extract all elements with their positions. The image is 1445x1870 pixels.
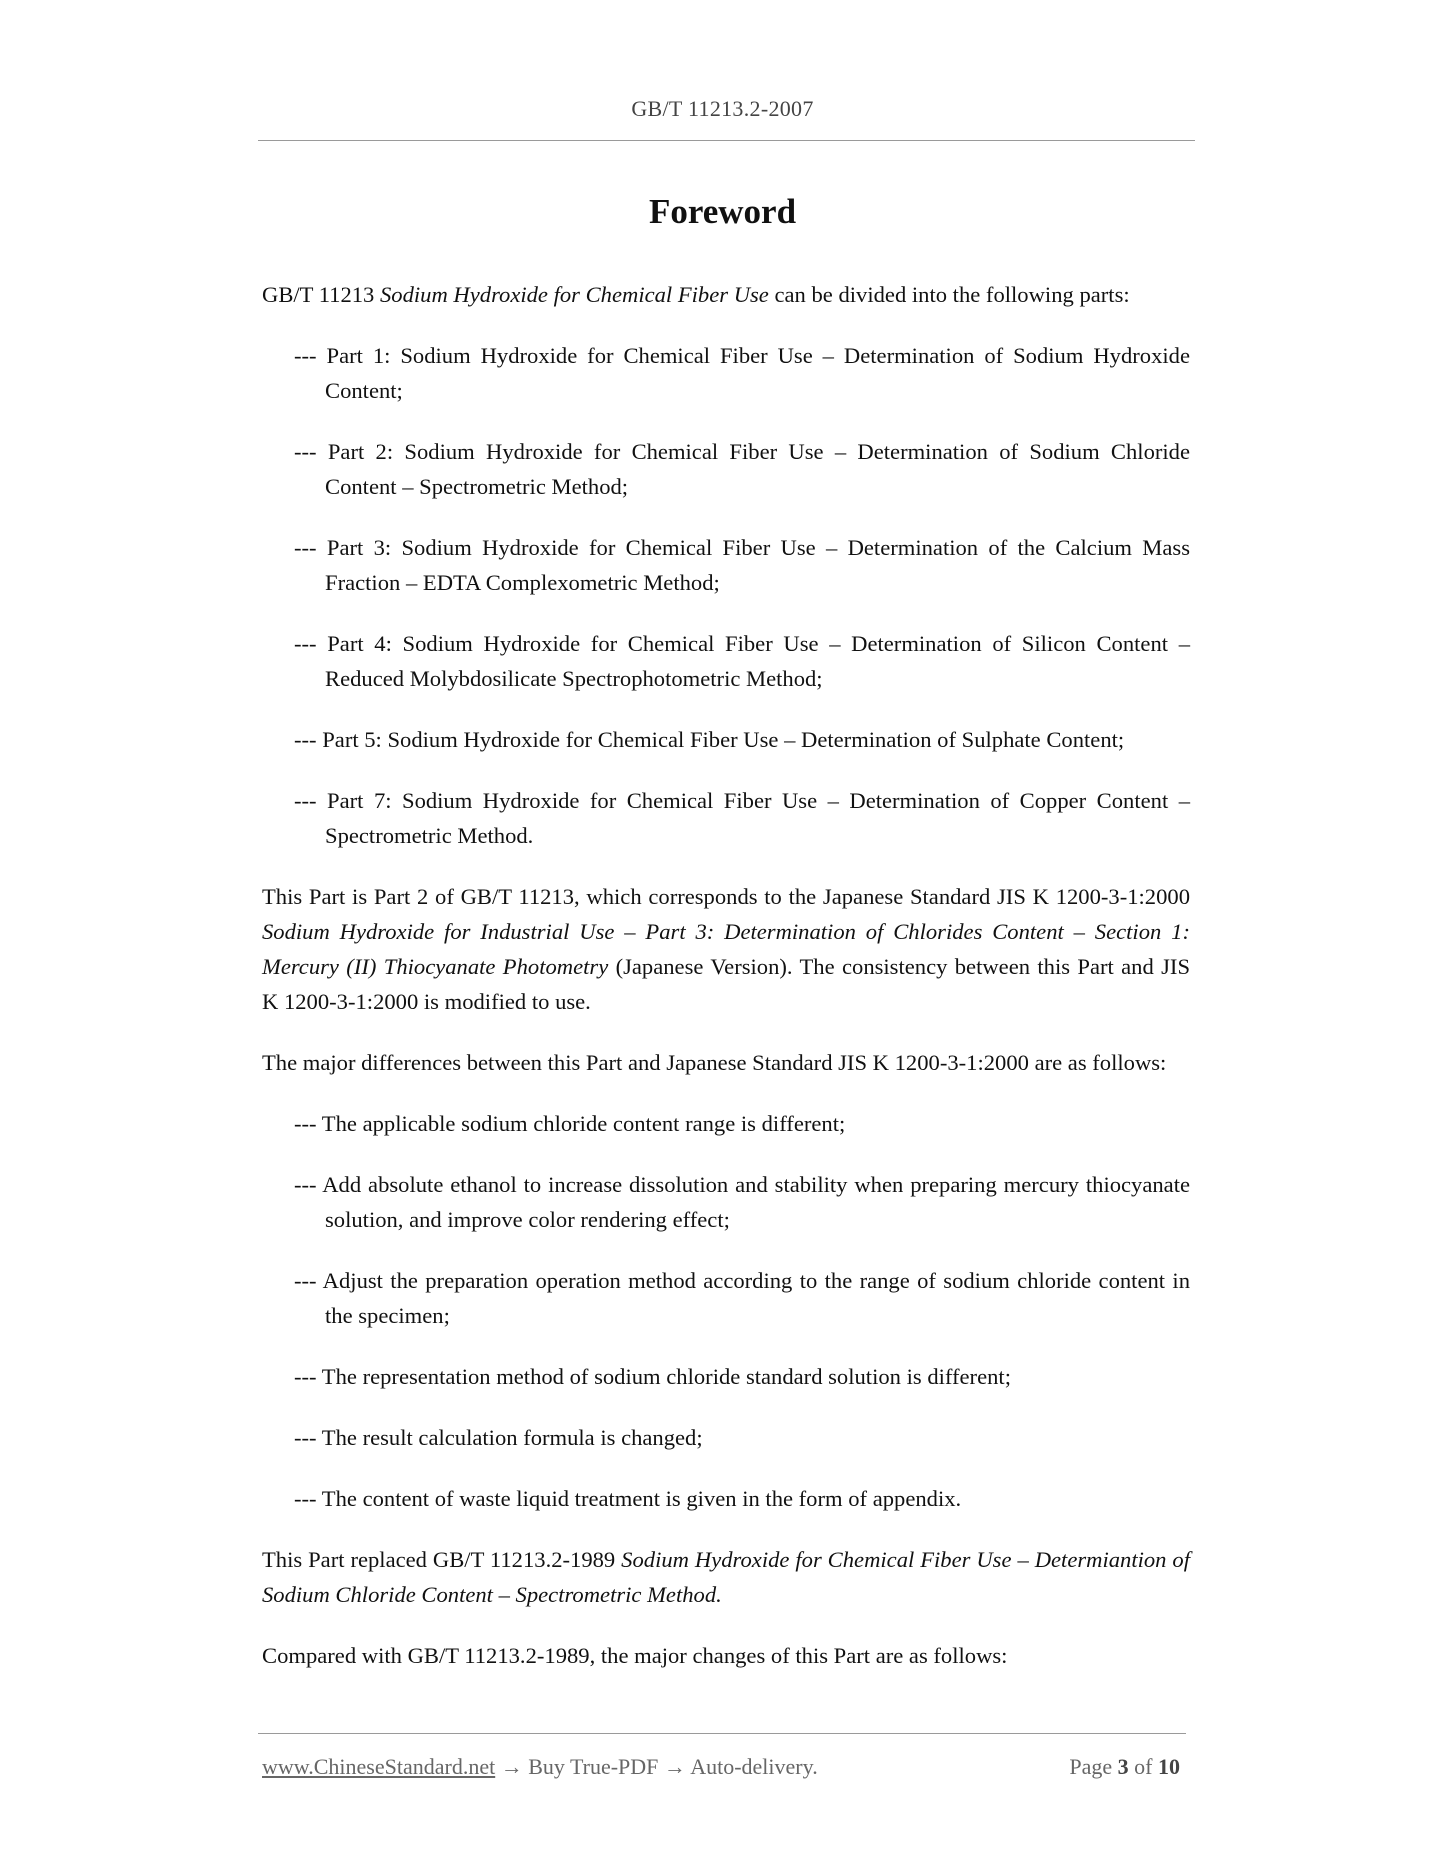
list-item-difference: --- The content of waste liquid treatment is given in the form of appendix.: [294, 1486, 962, 1511]
of-label: of: [1134, 1754, 1153, 1779]
list-item-part-3: --- Part 3: Sodium Hydroxide for Chemical Fiber Use – Determination of the Calcium Mass Fraction – EDTA Complexometric Method;: [294, 535, 1190, 595]
differences-intro-paragraph: The major differences between this Part and Japanese Standard JIS K 1200-3-1:2000 are as follows:: [262, 1050, 1167, 1075]
correspondence-prefix: This Part is Part 2 of GB/T 11213, which corresponds to the Japanese Standard JIS K 1200-3-1:2000: [262, 884, 1190, 909]
page-footer: [262, 1754, 1180, 1784]
replaced-paragraph: [262, 1542, 1190, 1612]
replaced-standard-title: Sodium Hydroxide for Chemical Fiber Use – Determiantion of Sodium Chloride Content – Spectrometric Method.: [262, 1547, 1190, 1607]
list-item-part-2: --- Part 2: Sodium Hydroxide for Chemical Fiber Use – Determination of Sodium Chloride Content – Spectrometric Method;: [294, 439, 1190, 499]
list-item-part-4: --- Part 4: Sodium Hydroxide for Chemical Fiber Use – Determination of Silicon Content – Reduced Molybdosilicate Spectrophotometric Method;: [294, 631, 1190, 691]
auto-delivery-text: Auto-delivery.: [690, 1754, 818, 1779]
footer-promo: [262, 1754, 818, 1780]
website-link[interactable]: www.ChineseStandard.net: [262, 1754, 496, 1779]
page-title: Foreword: [648, 192, 797, 231]
header-divider: [258, 140, 1195, 141]
list-item-difference: --- The result calculation formula is changed;: [294, 1425, 703, 1450]
list-item-difference: --- Adjust the preparation operation method according to the range of sodium chloride content in the specimen;: [294, 1268, 1190, 1328]
list-item-difference: --- The applicable sodium chloride content range is different;: [294, 1111, 846, 1136]
buy-pdf-text: Buy True-PDF: [528, 1754, 659, 1779]
intro-suffix: can be divided into the following parts:: [768, 282, 1130, 307]
list-item-difference: --- The representation method of sodium chloride standard solution is different;: [294, 1364, 1011, 1389]
replaced-prefix: This Part replaced GB/T 11213.2-1989: [262, 1547, 622, 1572]
page-header-title: GB/T 11213.2-2007: [631, 96, 814, 121]
arrow-icon: →: [495, 1754, 529, 1779]
arrow-icon: →: [658, 1754, 691, 1779]
page-label: Page: [1069, 1754, 1113, 1779]
intro-paragraph: [262, 277, 1190, 312]
total-pages-number: 10: [1158, 1754, 1180, 1779]
list-item-part-5: --- Part 5: Sodium Hydroxide for Chemical Fiber Use – Determination of Sulphate Content;: [294, 727, 1125, 752]
current-page-number: 3: [1117, 1754, 1129, 1779]
correspondence-paragraph: [262, 879, 1190, 1019]
page-number: [1069, 1754, 1180, 1780]
differences-list: [262, 1106, 1190, 1516]
list-item-part-1: --- Part 1: Sodium Hydroxide for Chemical Fiber Use – Determination of Sodium Hydroxide Content;: [294, 343, 1190, 403]
intro-standard-title: Sodium Hydroxide for Chemical Fiber Use: [380, 282, 769, 307]
parts-list: [262, 338, 1190, 853]
footer-divider: [258, 1733, 1186, 1734]
list-item-difference: --- Add absolute ethanol to increase dissolution and stability when preparing mercury thiocyanate solution, and improve color rendering effect;: [294, 1172, 1190, 1232]
correspondence-standard-title: Sodium Hydroxide for Industrial Use – Part 3: Determination of Chlorides Content – Section 1: Mercury (II) Thiocyanate Photometry: [262, 919, 1190, 979]
intro-prefix: GB/T 11213: [262, 282, 380, 307]
document-body: [262, 277, 1190, 1699]
correspondence-suffix: (Japanese Version). The consistency between this Part and JIS K 1200-3-1:2000 is modified to use.: [262, 954, 1191, 1014]
changes-intro-paragraph: Compared with GB/T 11213.2-1989, the major changes of this Part are as follows:: [262, 1643, 1008, 1668]
list-item-part-7: --- Part 7: Sodium Hydroxide for Chemical Fiber Use – Determination of Copper Content – Spectrometric Method.: [294, 788, 1190, 848]
